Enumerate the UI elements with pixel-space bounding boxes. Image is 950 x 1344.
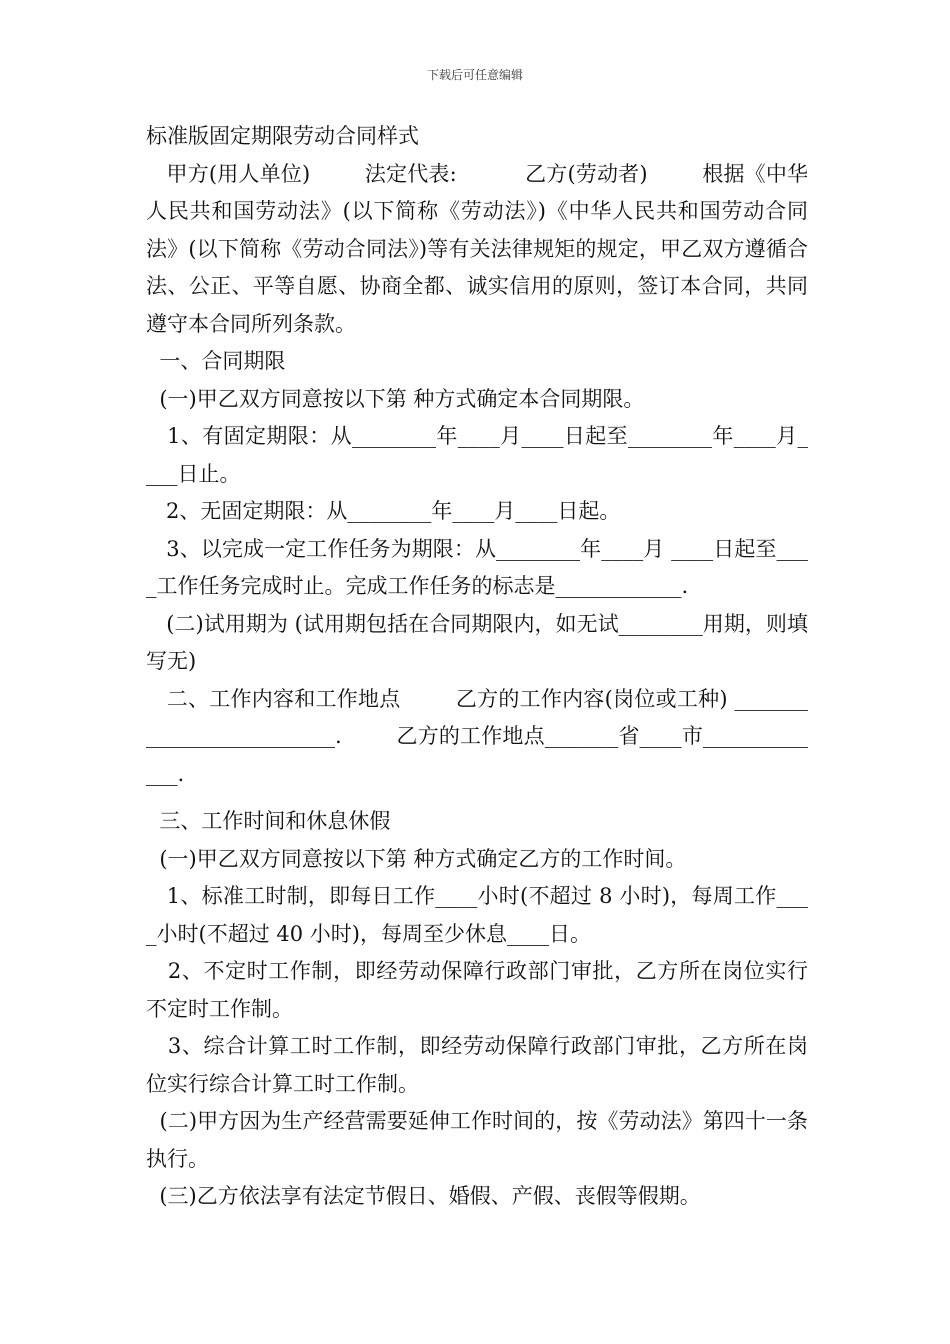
paragraph-task-term: 3、以完成一定工作任务为期限：从________年____月 ____日起至____工作任务完成时止。完成工作任务的标志是____________. (146, 536, 808, 598)
document-title: 标准版固定期限劳动合同样式 (146, 124, 419, 148)
paragraph-section-3-heading: 三、工作时间和休息休假 (146, 809, 391, 833)
paragraph-open-term: 2、无固定期限：从________年____月____日起。 (146, 499, 621, 523)
document-body (146, 118, 808, 1216)
paragraph-hours-method: (一)甲乙双方同意按以下第 种方式确定乙方的工作时间。 (146, 846, 687, 871)
paragraph-comprehensive-hours: 3、综合计算工时工作制，即经劳动保障行政部门审批，乙方所在岗位实行综合计算工时工作制。 (146, 1034, 809, 1096)
paragraph-work-content: 二、工作内容和工作地点 乙方的工作内容(岗位或工种) _________________________. 乙方的工作地点_______省____市_____________. (146, 686, 808, 786)
paragraph-fixed-term: 1、有固定期限：从________年____月____日起至________年____月____日止。 (146, 424, 809, 486)
page-header: 下载后可任意编辑 (426, 68, 523, 82)
paragraph-gap (146, 793, 808, 803)
paragraph-holidays: (三)乙方依法享有法定节假日、婚假、产假、丧假等假期。 (146, 1184, 701, 1208)
paragraph-term-method: (一)甲乙双方同意按以下第 种方式确定本合同期限。 (146, 386, 645, 411)
paragraph-probation: (二)试用期为 (试用期包括在合同期限内，如无试________用期，则填写无) (146, 611, 808, 673)
paragraph-section-1-heading: 一、合同期限 (146, 349, 286, 373)
paragraph-overtime: (二)甲方因为生产经营需要延伸工作时间的，按《劳动法》第四十一条执行。 (146, 1109, 808, 1171)
paragraph-flexible-hours: 2、不定时工作制，即经劳动保障行政部门审批，乙方所在岗位实行不定时工作制。 (146, 959, 809, 1021)
paragraph-parties: 甲方(用人单位) 法定代表: 乙方(劳动者) 根据《中华人民共和国劳动法》(以下简称《劳动法》)《中华人民共和国劳动合同法》(以下简称《劳动合同法》)等有关法律规矩的规定，甲乙双方遵循合法、公正、平等自愿、协商全都、诚实信用的原则，签订本合同，共同遵守本合同所列条款。 (146, 161, 808, 336)
paragraph-standard-hours: 1、标准工时制，即每日工作____小时(不超过 8 小时)，每周工作____小时(不超过 40 小时)，每周至少休息____日。 (146, 884, 808, 946)
